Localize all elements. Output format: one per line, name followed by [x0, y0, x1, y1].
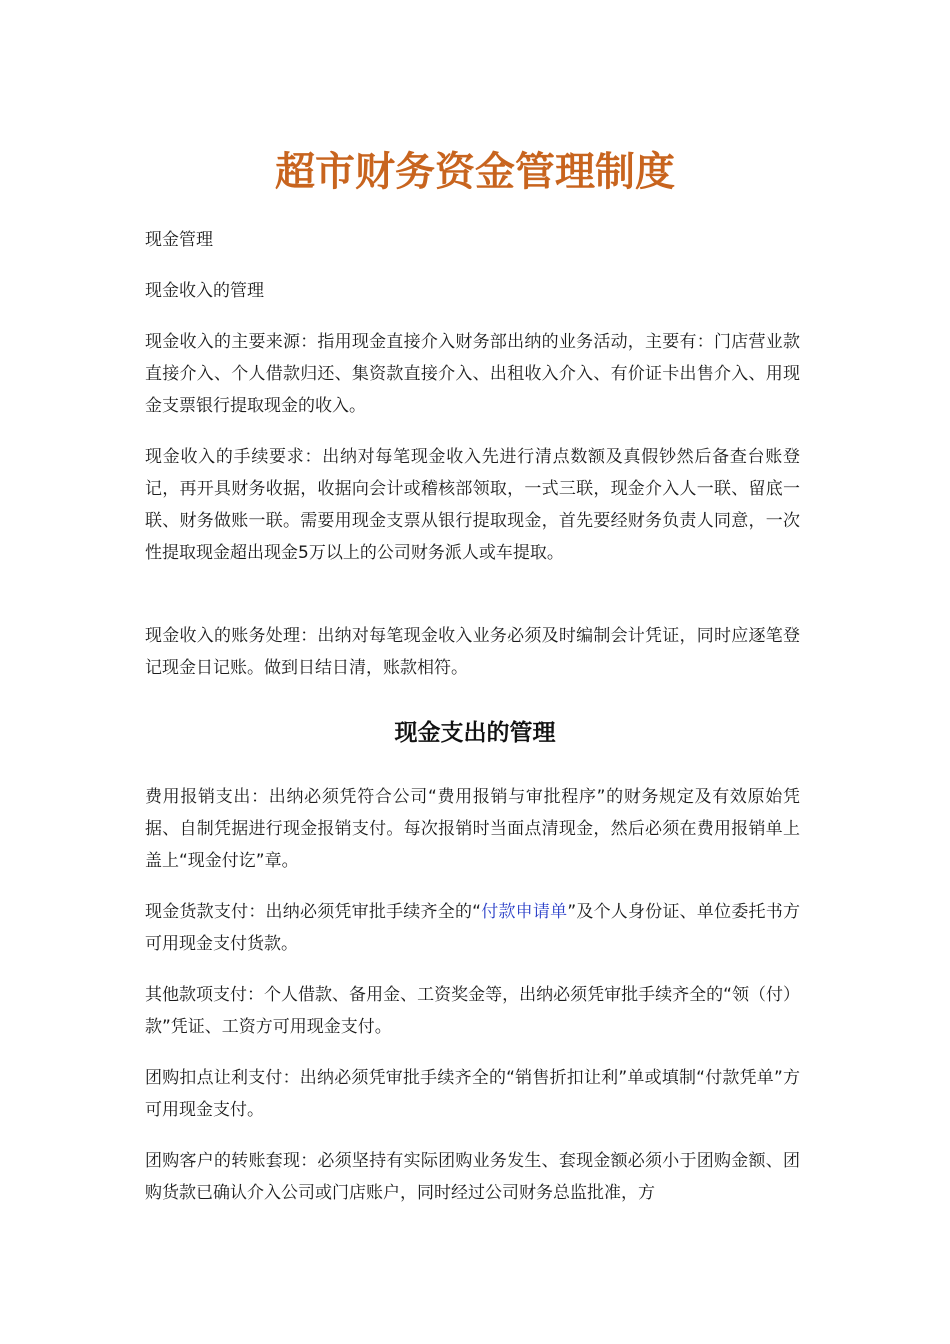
paragraph-group-transfer: 团购客户的转账套现：必须坚持有实际团购业务发生、套现金额必须小于团购金额、团购货款已确认介入公司或门店账户，同时经过公司财务总监批准，方: [145, 1151, 800, 1203]
paragraph-expense-reimbursement: 费用报销支出：出纳必须凭符合公司“费用报销与审批程序”的财务规定及有效原始凭据、自制凭据进行现金报销支付。每次报销时当面点清现金，然后必须在费用报销单上盖上“现金付讫”章。: [145, 787, 800, 871]
heading-cash-expense: 现金支出的管理: [394, 720, 556, 746]
paragraph-group-discount: 团购扣点让利支付：出纳必须凭审批手续齐全的“销售折扣让利”单或填制“付款凭单”方可用现金支付。: [145, 1068, 800, 1120]
goods-payment-text-after: ”及个人身份证、单位委托书方可用现金支付货款。: [145, 902, 801, 954]
paragraph-goods-payment: [145, 896, 800, 960]
paragraph-other-payment: 其他款项支付：个人借款、备用金、工资奖金等，出纳必须凭审批手续齐全的“领（付）款”凭证、工资方可用现金支付。: [145, 985, 800, 1037]
paragraph-income-procedure: 现金收入的手续要求：出纳对每笔现金收入先进行清点数额及真假钞然后备查台账登记，再开具财务收据，收据向会计或稽核部领取，一式三联，现金介入人一联、留底一联、财务做账一联。需要用现金支票从银行提取现金，首先要经财务负责人同意，一次性提取现金超出现金5万以上的公司财务派人或车提取。: [145, 447, 800, 563]
paragraph-income-sources: 现金收入的主要来源：指用现金直接介入财务部出纳的业务活动，主要有：门店营业款直接介入、个人借款归还、集资款直接介入、出租收入介入、有价证卡出售介入、用现金支票银行提取现金的收入。: [145, 332, 800, 416]
goods-payment-text-before: 现金货款支付：出纳必须凭审批手续齐全的“: [145, 902, 481, 922]
document-title: 超市财务资金管理制度: [275, 148, 675, 195]
payment-request-link[interactable]: 付款申请单: [481, 902, 568, 922]
heading-cash-income: 现金收入的管理: [145, 281, 264, 301]
paragraph-income-accounting: 现金收入的账务处理：出纳对每笔现金收入业务必须及时编制会计凭证，同时应逐笔登记现金日记账。做到日结日清，账款相符。: [145, 626, 800, 678]
heading-cash: 现金管理: [145, 230, 213, 250]
